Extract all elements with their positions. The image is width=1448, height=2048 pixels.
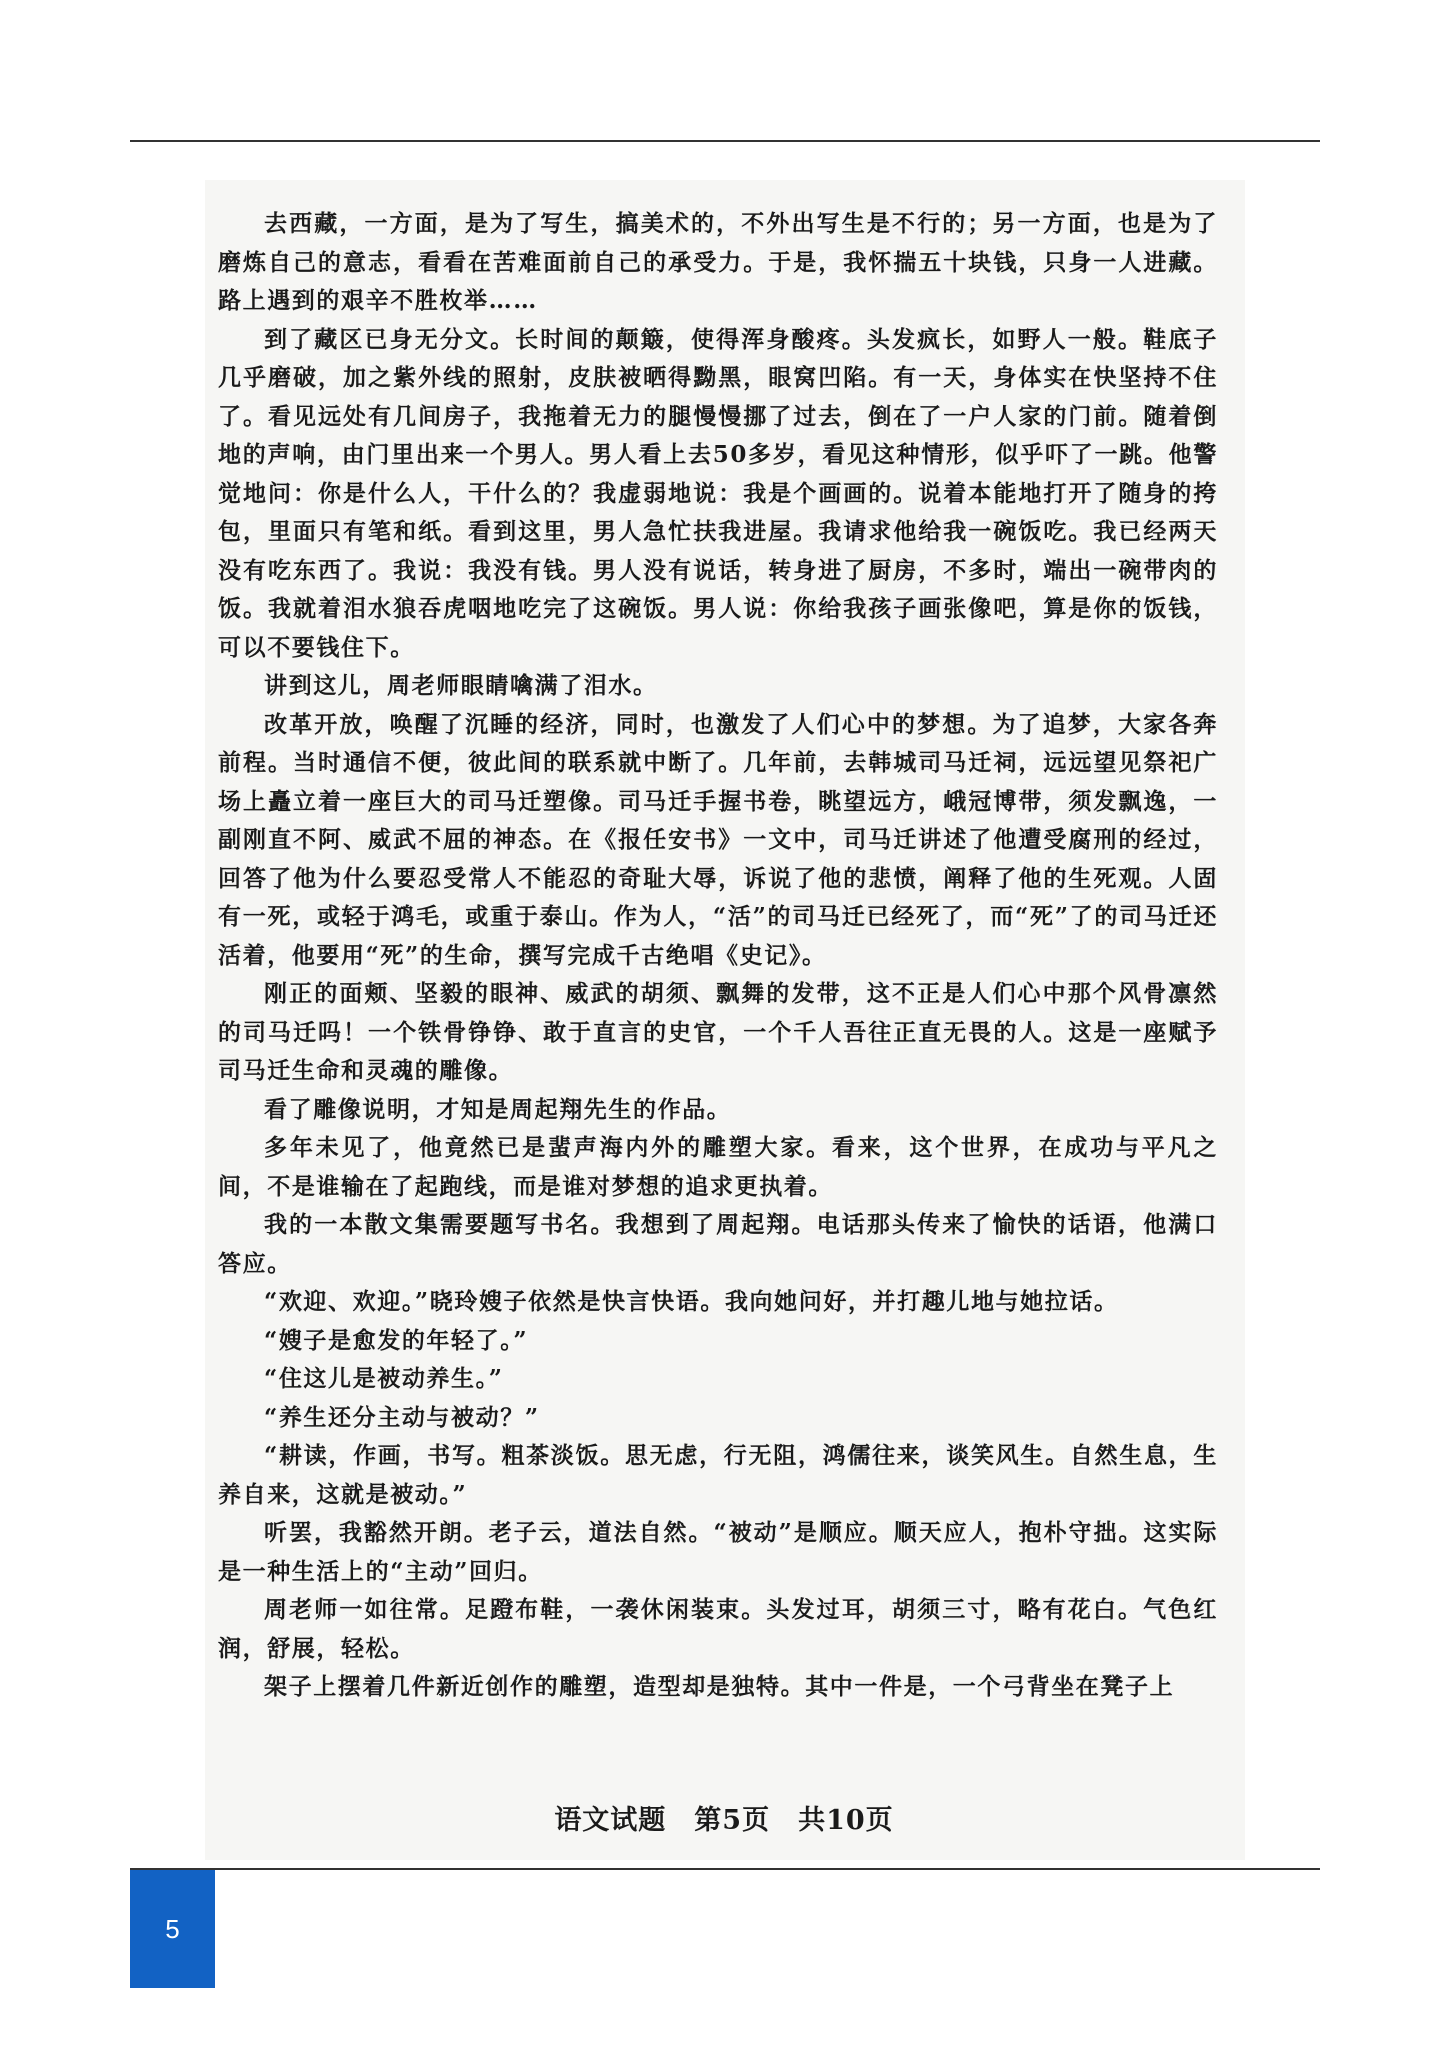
footer-rule — [130, 1868, 1320, 1870]
paragraph-2: 到了藏区已身无分文。长时间的颠簸，使得浑身酸疼。头发疯长，如野人一般。鞋底子几乎磨破，加之紫外线的照射，皮肤被晒得黝黑，眼窝凹陷。有一天，身体实在快坚持不住了。看见远处有几间房子，我拖着无力的腿慢慢挪了过去，倒在了一户人家的门前。随着倒地的声响，由门里出来一个男人。男人看上去50多岁，看见这种情形，似乎吓了一跳。他警觉地问：你是什么人，干什么的？我虚弱地说：我是个画画的。说着本能地打开了随身的挎包，里面只有笔和纸。看到这里，男人急忙扶我进屋。我请求他给我一碗饭吃。我已经两天没有吃东西了。我说：我没有钱。男人没有说话，转身进了厨房，不多时，端出一碗带肉的饭。我就着泪水狼吞虎咽地吃完了这碗饭。男人说：你给我孩子画张像吧，算是你的饭钱，可以不要钱住下。 — [218, 325, 1218, 661]
paragraph-8: 我的一本散文集需要题写书名。我想到了周起翔。电话那头传来了愉快的话语，他满口答应。 — [218, 1211, 1218, 1277]
paragraph-7: 多年未见了，他竟然已是蜚声海内外的雕塑大家。看来，这个世界，在成功与平凡之间，不是谁输在了起跑线，而是谁对梦想的追求更执着。 — [218, 1134, 1218, 1200]
paragraph-6: 看了雕像说明，才知是周起翔先生的作品。 — [264, 1095, 732, 1123]
paragraph-12: “养生还分主动与被动？” — [264, 1403, 540, 1431]
exam-page-footer: 语文试题 第5页 共10页 — [554, 1805, 894, 1836]
paragraph-9: “欢迎、欢迎。”晓玲嫂子依然是快言快语。我向她问好，并打趣儿地与她拉话。 — [264, 1288, 1119, 1315]
paragraph-1: 去西藏，一方面，是为了写生，搞美术的，不外出写生是不行的；另一方面，也是为了磨炼自己的意志，看看在苦难面前自己的承受力。于是，我怀揣五十块钱，只身一人进藏。路上遇到的艰辛不胜枚举…… — [218, 210, 1218, 314]
header-rule — [130, 140, 1320, 142]
paragraph-10: “嫂子是愈发的年轻了。” — [264, 1326, 529, 1354]
paragraph-16: 架子上摆着几件新近创作的雕塑，造型却是独特。其中一件是，一个弓背坐在凳子上 — [264, 1673, 1175, 1700]
paragraph-4: 改革开放，唤醒了沉睡的经济，同时，也激发了人们心中的梦想。为了追梦，大家各奔前程。当时通信不便，彼此间的联系就中断了。几年前，去韩城司马迁祠，远远望见祭祀广场上矗立着一座巨大的司马迁塑像。司马迁手握书卷，眺望远方，峨冠博带，须发飘逸，一副刚直不阿、威武不屈的神态。在《报任安书》一文中，司马迁讲述了他遭受腐刑的经过，回答了他为什么要忍受常人不能忍的奇耻大辱，诉说了他的悲愤，阐释了他的生死观。人固有一死，或轻于鸿毛，或重于泰山。作为人，“活”的司马迁已经死了，而“死”了的司马迁还活着，他要用“死”的生命，撰写完成千古绝唱《史记》。 — [218, 710, 1218, 969]
paragraph-15: 周老师一如往常。足蹬布鞋，一袭休闲装束。头发过耳，胡须三寸，略有花白。气色红润，舒展，轻松。 — [218, 1596, 1218, 1662]
page-number-badge — [130, 1870, 215, 1988]
paragraph-14: 听罢，我豁然开朗。老子云，道法自然。“被动”是顺应。顺天应人，抱朴守拙。这实际是一种生活上的“主动”回归。 — [218, 1519, 1218, 1585]
paragraph-13: “耕读，作画，书写。粗茶淡饭。思无虑，行无阻，鸿儒往来，谈笑风生。自然生息，生养自来，这就是被动。” — [218, 1442, 1218, 1508]
paragraph-11: “住这儿是被动养生。” — [264, 1365, 504, 1392]
paragraph-5: 刚正的面颊、坚毅的眼神、威武的胡须、飘舞的发带，这不正是人们心中那个风骨凛然的司马迁吗！一个铁骨铮铮、敢于直言的史官，一个千人吾往正直无畏的人。这是一座赋予司马迁生命和灵魂的雕像。 — [218, 980, 1218, 1084]
paragraph-3: 讲到这儿，周老师眼睛噙满了泪水。 — [264, 672, 658, 699]
page-number: 5 — [165, 1913, 180, 1944]
article-body — [218, 205, 1218, 1707]
